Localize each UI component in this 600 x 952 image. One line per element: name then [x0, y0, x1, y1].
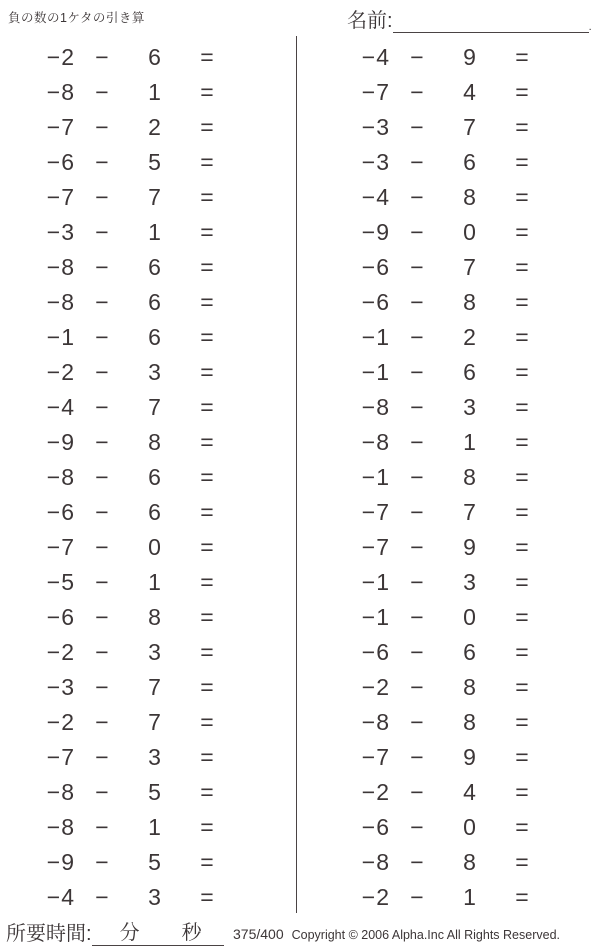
minus-operator: − [95, 324, 110, 350]
minus-operator: − [410, 429, 425, 455]
first-operand: −2 [46, 639, 75, 665]
second-operand: 6 [463, 359, 477, 385]
second-operand: 7 [148, 709, 162, 735]
second-operand: 7 [148, 394, 162, 420]
equals-sign: = [200, 359, 215, 385]
first-operand: −1 [361, 324, 390, 350]
second-operand: 6 [148, 44, 162, 70]
second-operand: 7 [463, 254, 477, 280]
credit-line [233, 926, 560, 944]
minus-operator: − [410, 814, 425, 840]
minus-operator: − [95, 44, 110, 70]
problem-row [345, 810, 600, 845]
minus-operator: − [95, 709, 110, 735]
name-input-line[interactable] [393, 12, 589, 33]
equals-sign: = [515, 429, 530, 455]
problem-column-right [296, 36, 600, 913]
equals-sign: = [515, 184, 530, 210]
first-operand: −1 [361, 569, 390, 595]
second-operand: 7 [463, 499, 477, 525]
second-operand: 5 [148, 779, 162, 805]
equals-sign: = [200, 814, 215, 840]
equals-sign: = [515, 779, 530, 805]
minus-operator: − [410, 254, 425, 280]
first-operand: −8 [361, 394, 390, 420]
seconds-label: 秒 [181, 922, 202, 944]
minus-operator: − [410, 394, 425, 420]
equals-sign: = [200, 289, 215, 315]
minutes-label: 分 [119, 922, 140, 944]
minus-operator: − [95, 289, 110, 315]
equals-sign: = [515, 114, 530, 140]
minus-operator: − [95, 149, 110, 175]
equals-sign: = [200, 709, 215, 735]
problem-row [345, 495, 600, 530]
problem-row [345, 740, 600, 775]
minus-operator: − [410, 709, 425, 735]
minus-operator: − [95, 534, 110, 560]
problem-row [30, 460, 296, 495]
first-operand: −6 [361, 254, 390, 280]
first-operand: −2 [46, 709, 75, 735]
equals-sign: = [515, 79, 530, 105]
second-operand: 0 [463, 219, 477, 245]
second-operand: 3 [148, 884, 162, 910]
problem-row [30, 390, 296, 425]
first-operand: −7 [46, 114, 75, 140]
problem-row [345, 145, 600, 180]
equals-sign: = [515, 499, 530, 525]
first-operand: −8 [361, 429, 390, 455]
minus-operator: − [410, 464, 425, 490]
first-operand: −7 [46, 744, 75, 770]
equals-sign: = [515, 604, 530, 630]
problem-row [30, 810, 296, 845]
equals-sign: = [515, 534, 530, 560]
second-operand: 9 [463, 534, 477, 560]
equals-sign: = [200, 744, 215, 770]
second-operand: 1 [148, 569, 162, 595]
equals-sign: = [200, 534, 215, 560]
minus-operator: − [410, 149, 425, 175]
problem-row [345, 460, 600, 495]
minus-operator: − [95, 814, 110, 840]
first-operand: −6 [46, 149, 75, 175]
first-operand: −4 [361, 184, 390, 210]
second-operand: 6 [463, 149, 477, 175]
second-operand: 8 [463, 849, 477, 875]
equals-sign: = [200, 324, 215, 350]
time-label: 所要時間: [6, 923, 92, 945]
problem-row [30, 530, 296, 565]
copyright-text: Copyright © 2006 Alpha.Inc All Rights Reserved. [291, 928, 560, 942]
problem-row [345, 670, 600, 705]
first-operand: −6 [361, 639, 390, 665]
equals-sign: = [515, 359, 530, 385]
first-operand: −8 [46, 79, 75, 105]
name-line-end-dot: . [588, 21, 592, 33]
problem-row [30, 40, 296, 75]
first-operand: −1 [46, 324, 75, 350]
second-operand: 2 [463, 324, 477, 350]
equals-sign: = [200, 639, 215, 665]
minus-operator: − [410, 534, 425, 560]
equals-sign: = [515, 709, 530, 735]
second-operand: 3 [463, 394, 477, 420]
first-operand: −1 [361, 604, 390, 630]
minus-operator: − [95, 569, 110, 595]
equals-sign: = [515, 464, 530, 490]
equals-sign: = [515, 149, 530, 175]
minus-operator: − [410, 499, 425, 525]
minus-operator: − [410, 114, 425, 140]
second-operand: 3 [148, 359, 162, 385]
second-operand: 6 [148, 324, 162, 350]
first-operand: −7 [46, 534, 75, 560]
page-number: 375/400 [233, 926, 284, 942]
problem-columns [0, 40, 600, 915]
problem-row [30, 600, 296, 635]
first-operand: −3 [46, 219, 75, 245]
equals-sign: = [200, 499, 215, 525]
second-operand: 7 [463, 114, 477, 140]
minus-operator: − [95, 744, 110, 770]
equals-sign: = [515, 884, 530, 910]
second-operand: 6 [148, 289, 162, 315]
first-operand: −8 [46, 289, 75, 315]
problem-row [345, 40, 600, 75]
problem-row [345, 285, 600, 320]
second-operand: 3 [148, 639, 162, 665]
minus-operator: − [410, 604, 425, 630]
equals-sign: = [515, 254, 530, 280]
equals-sign: = [200, 674, 215, 700]
second-operand: 7 [148, 184, 162, 210]
page-title: 負の数の1ケタの引き算 [8, 11, 145, 25]
problem-row [30, 285, 296, 320]
minus-operator: − [95, 604, 110, 630]
minus-operator: − [410, 289, 425, 315]
problem-row [345, 320, 600, 355]
first-operand: −2 [361, 884, 390, 910]
name-label: 名前: [347, 10, 393, 32]
time-input-line[interactable] [92, 916, 224, 946]
minus-operator: − [95, 359, 110, 385]
minus-operator: − [410, 44, 425, 70]
second-operand: 0 [463, 814, 477, 840]
second-operand: 8 [463, 709, 477, 735]
second-operand: 8 [148, 429, 162, 455]
equals-sign: = [515, 44, 530, 70]
problem-row [30, 705, 296, 740]
first-operand: −4 [361, 44, 390, 70]
minus-operator: − [95, 394, 110, 420]
equals-sign: = [200, 394, 215, 420]
minus-operator: − [95, 79, 110, 105]
minus-operator: − [410, 184, 425, 210]
first-operand: −8 [361, 849, 390, 875]
minus-operator: − [410, 359, 425, 385]
minus-operator: − [95, 639, 110, 665]
first-operand: −2 [46, 44, 75, 70]
equals-sign: = [515, 289, 530, 315]
second-operand: 8 [463, 674, 477, 700]
equals-sign: = [515, 639, 530, 665]
equals-sign: = [200, 464, 215, 490]
minus-operator: − [410, 779, 425, 805]
first-operand: −9 [46, 429, 75, 455]
second-operand: 5 [148, 149, 162, 175]
problem-row [345, 705, 600, 740]
minus-operator: − [95, 464, 110, 490]
second-operand: 4 [463, 779, 477, 805]
second-operand: 6 [148, 464, 162, 490]
equals-sign: = [515, 849, 530, 875]
problem-row [30, 845, 296, 880]
worksheet-header [0, 0, 600, 38]
problem-row [30, 75, 296, 110]
problem-row [345, 845, 600, 880]
problem-row [345, 390, 600, 425]
minus-operator: − [410, 324, 425, 350]
first-operand: −8 [46, 814, 75, 840]
problem-row [30, 880, 296, 915]
minus-operator: − [95, 779, 110, 805]
equals-sign: = [515, 394, 530, 420]
problem-row [345, 880, 600, 915]
problem-row [30, 320, 296, 355]
second-operand: 4 [463, 79, 477, 105]
minus-operator: − [95, 849, 110, 875]
problem-row [30, 355, 296, 390]
equals-sign: = [200, 849, 215, 875]
first-operand: −6 [46, 604, 75, 630]
second-operand: 1 [148, 79, 162, 105]
second-operand: 6 [148, 499, 162, 525]
minus-operator: − [95, 114, 110, 140]
equals-sign: = [515, 674, 530, 700]
equals-sign: = [200, 219, 215, 245]
second-operand: 9 [463, 44, 477, 70]
first-operand: −7 [361, 79, 390, 105]
second-operand: 5 [148, 849, 162, 875]
problem-row [345, 530, 600, 565]
second-operand: 0 [148, 534, 162, 560]
minus-operator: − [95, 884, 110, 910]
minus-operator: − [95, 254, 110, 280]
second-operand: 2 [148, 114, 162, 140]
minus-operator: − [95, 429, 110, 455]
equals-sign: = [200, 429, 215, 455]
problem-row [345, 110, 600, 145]
minus-operator: − [95, 219, 110, 245]
second-operand: 8 [148, 604, 162, 630]
problem-row [30, 250, 296, 285]
first-operand: −3 [361, 114, 390, 140]
second-operand: 8 [463, 184, 477, 210]
problem-column-left [0, 40, 296, 915]
minus-operator: − [95, 499, 110, 525]
problem-row [345, 75, 600, 110]
equals-sign: = [515, 219, 530, 245]
equals-sign: = [200, 569, 215, 595]
problem-row [345, 425, 600, 460]
first-operand: −4 [46, 394, 75, 420]
first-operand: −7 [361, 744, 390, 770]
first-operand: −8 [46, 779, 75, 805]
problem-row [345, 600, 600, 635]
worksheet-footer [0, 918, 600, 952]
first-operand: −7 [361, 534, 390, 560]
first-operand: −8 [46, 464, 75, 490]
name-field [347, 4, 592, 33]
first-operand: −5 [46, 569, 75, 595]
problem-row [30, 565, 296, 600]
first-operand: −8 [46, 254, 75, 280]
first-operand: −6 [361, 289, 390, 315]
first-operand: −8 [361, 709, 390, 735]
first-operand: −2 [361, 779, 390, 805]
minus-operator: − [95, 184, 110, 210]
problem-row [30, 110, 296, 145]
equals-sign: = [515, 814, 530, 840]
minus-operator: − [410, 639, 425, 665]
second-operand: 7 [148, 674, 162, 700]
second-operand: 1 [463, 429, 477, 455]
problem-row [30, 635, 296, 670]
equals-sign: = [200, 604, 215, 630]
minus-operator: − [410, 849, 425, 875]
equals-sign: = [200, 779, 215, 805]
second-operand: 8 [463, 464, 477, 490]
problem-row [345, 565, 600, 600]
problem-row [30, 775, 296, 810]
minus-operator: − [410, 219, 425, 245]
minus-operator: − [410, 674, 425, 700]
second-operand: 1 [148, 219, 162, 245]
first-operand: −2 [46, 359, 75, 385]
minus-operator: − [410, 744, 425, 770]
first-operand: −2 [361, 674, 390, 700]
second-operand: 3 [148, 744, 162, 770]
problem-row [30, 670, 296, 705]
minus-operator: − [410, 79, 425, 105]
second-operand: 6 [148, 254, 162, 280]
equals-sign: = [515, 744, 530, 770]
second-operand: 9 [463, 744, 477, 770]
equals-sign: = [200, 79, 215, 105]
first-operand: −4 [46, 884, 75, 910]
second-operand: 3 [463, 569, 477, 595]
problem-row [30, 215, 296, 250]
problem-row [345, 250, 600, 285]
first-operand: −3 [361, 149, 390, 175]
problem-row [345, 215, 600, 250]
minus-operator: − [95, 674, 110, 700]
first-operand: −9 [361, 219, 390, 245]
equals-sign: = [200, 254, 215, 280]
problem-row [345, 635, 600, 670]
equals-sign: = [200, 184, 215, 210]
second-operand: 1 [148, 814, 162, 840]
problem-row [345, 775, 600, 810]
problem-row [345, 180, 600, 215]
problem-row [30, 740, 296, 775]
problem-row [345, 355, 600, 390]
second-operand: 0 [463, 604, 477, 630]
minus-operator: − [410, 884, 425, 910]
equals-sign: = [515, 569, 530, 595]
first-operand: −6 [361, 814, 390, 840]
equals-sign: = [200, 114, 215, 140]
equals-sign: = [200, 44, 215, 70]
first-operand: −7 [361, 499, 390, 525]
first-operand: −7 [46, 184, 75, 210]
second-operand: 6 [463, 639, 477, 665]
problem-row [30, 495, 296, 530]
equals-sign: = [515, 324, 530, 350]
first-operand: −9 [46, 849, 75, 875]
problem-row [30, 425, 296, 460]
first-operand: −1 [361, 464, 390, 490]
second-operand: 1 [463, 884, 477, 910]
first-operand: −1 [361, 359, 390, 385]
problem-row [30, 180, 296, 215]
equals-sign: = [200, 884, 215, 910]
equals-sign: = [200, 149, 215, 175]
first-operand: −3 [46, 674, 75, 700]
time-field [6, 916, 224, 946]
minus-operator: − [410, 569, 425, 595]
second-operand: 8 [463, 289, 477, 315]
first-operand: −6 [46, 499, 75, 525]
problem-row [30, 145, 296, 180]
